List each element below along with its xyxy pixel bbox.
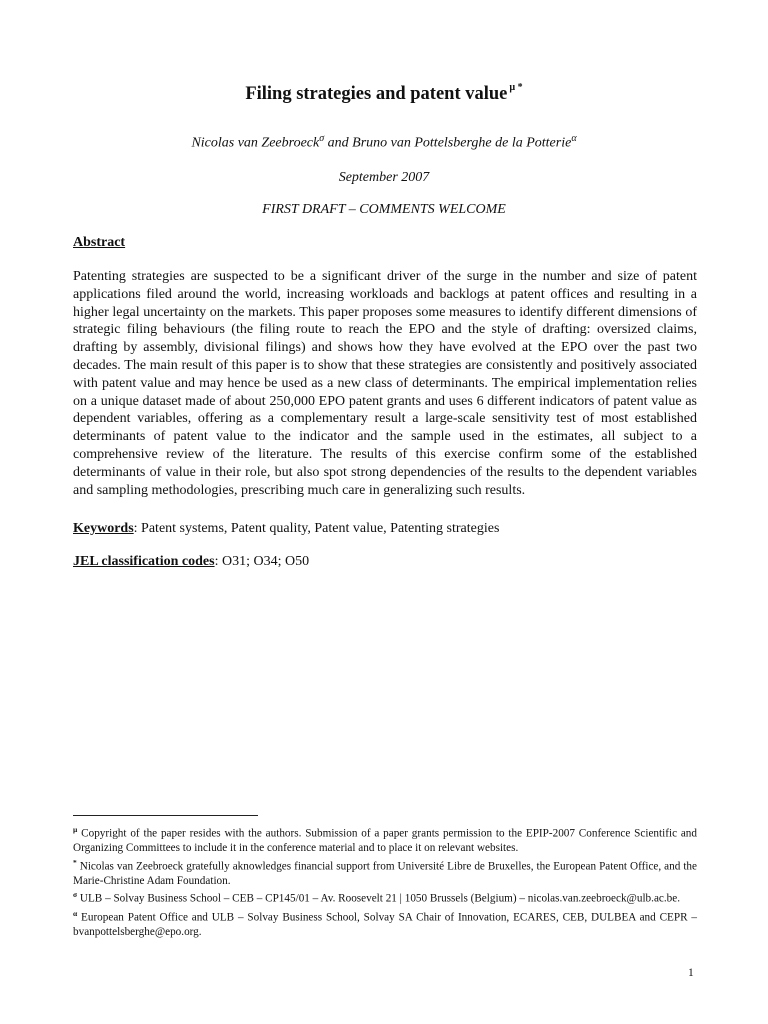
abstract-heading: Abstract [73,235,126,250]
author-conjunction: and [324,135,353,151]
footnote-author-1-affiliation [73,888,697,906]
keywords-text: : Patent systems, Patent quality, Patent value, Patenting strategies [133,521,500,536]
keywords-label: Keywords [73,521,134,536]
footnote-copyright [73,823,697,855]
jel-line [73,554,309,570]
abstract-body: Patenting strategies are suspected to be a significant driver of the surge in the number and size of patent applications filed around the world, increasing workloads and backlogs at patent offices and resulting in a higher legal uncertainty on the markets. This paper proposes some measures to identify different dimensions of strategic filing behaviours (the filing route to reach the EPO and the style of drafting: oversized claims, drafting by assembly, divisional filings) and shows how they have evolved at the EPO over the past two decades. The main result of this paper is to show that these strategies are consistently and positively associated with patent value and may hence be used as a new class of determinants. The empirical implementation relies on a unique dataset made of about 250,000 EPO patent grants and uses 6 different indicators of patent value as dependent variables, offering as a complementary result a large-scale sensitivity test of most established determinants of patent value to the indicator and the sample used in the estimates, all subject to a comprehensive review of the literature. The results of this exercise confirm some of the established determinants of value in their role, but also spot strong dependencies of the results to the dependent variables and sampling methodologies, prescribing much care in generalizing such results. [73,269,697,498]
paper-title [0,84,768,105]
footnote-mark: α [73,908,78,918]
author-1: Nicolas van Zeebroeck [191,135,320,151]
footnote-acknowledgement [73,856,697,888]
draft-note: FIRST DRAFT – COMMENTS WELCOME [262,202,506,217]
jel-label: JEL classification codes [73,554,215,569]
footnote-mark: σ [73,890,78,900]
title-text: Filing strategies and patent value [245,84,508,105]
footnote-text: European Patent Office and ULB – Solvay Business School, Solvay SA Chair of Innovation, ECARES, CEB, DULBEA and CEPR – bvanpottelsberghe@epo.org. [73,911,697,938]
footnote-author-2-affiliation [73,907,697,939]
title-footnote-marks: µ * [509,82,523,93]
jel-text: : O31; O34; O50 [214,554,310,569]
footnote-divider [73,815,258,816]
author-2: Bruno van Pottelsberghe de la Potterie [352,135,572,151]
footnote-mark: µ [73,825,78,834]
footnote-mark: * [73,857,77,867]
footnote-text: Copyright of the paper resides with the authors. Submission of a paper grants permission to the EPIP-2007 Conference Scientific and Organizing Committees to include it in the conference material and to place it on relevant websites. [73,827,697,854]
author-1-mark: σ [319,133,325,144]
author-line [0,133,768,152]
footnote-text: ULB – Solvay Business School – CEB – CP145/01 – Av. Roosevelt 21 | 1050 Brussels (Belgium) – nicolas.van.zeebroeck@ulb.ac.be. [77,893,681,906]
paper-date: September 2007 [338,170,430,185]
page-number: 1 [688,967,694,979]
footnote-text: Nicolas van Zeebroeck gratefully aknowledges financial support from Université Libre de Bruxelles, the European Patent Office, and the Marie-Christine Adam Foundation. [73,860,697,887]
keywords-line [73,521,499,537]
footnotes [73,823,697,939]
author-2-mark: α [571,133,577,144]
